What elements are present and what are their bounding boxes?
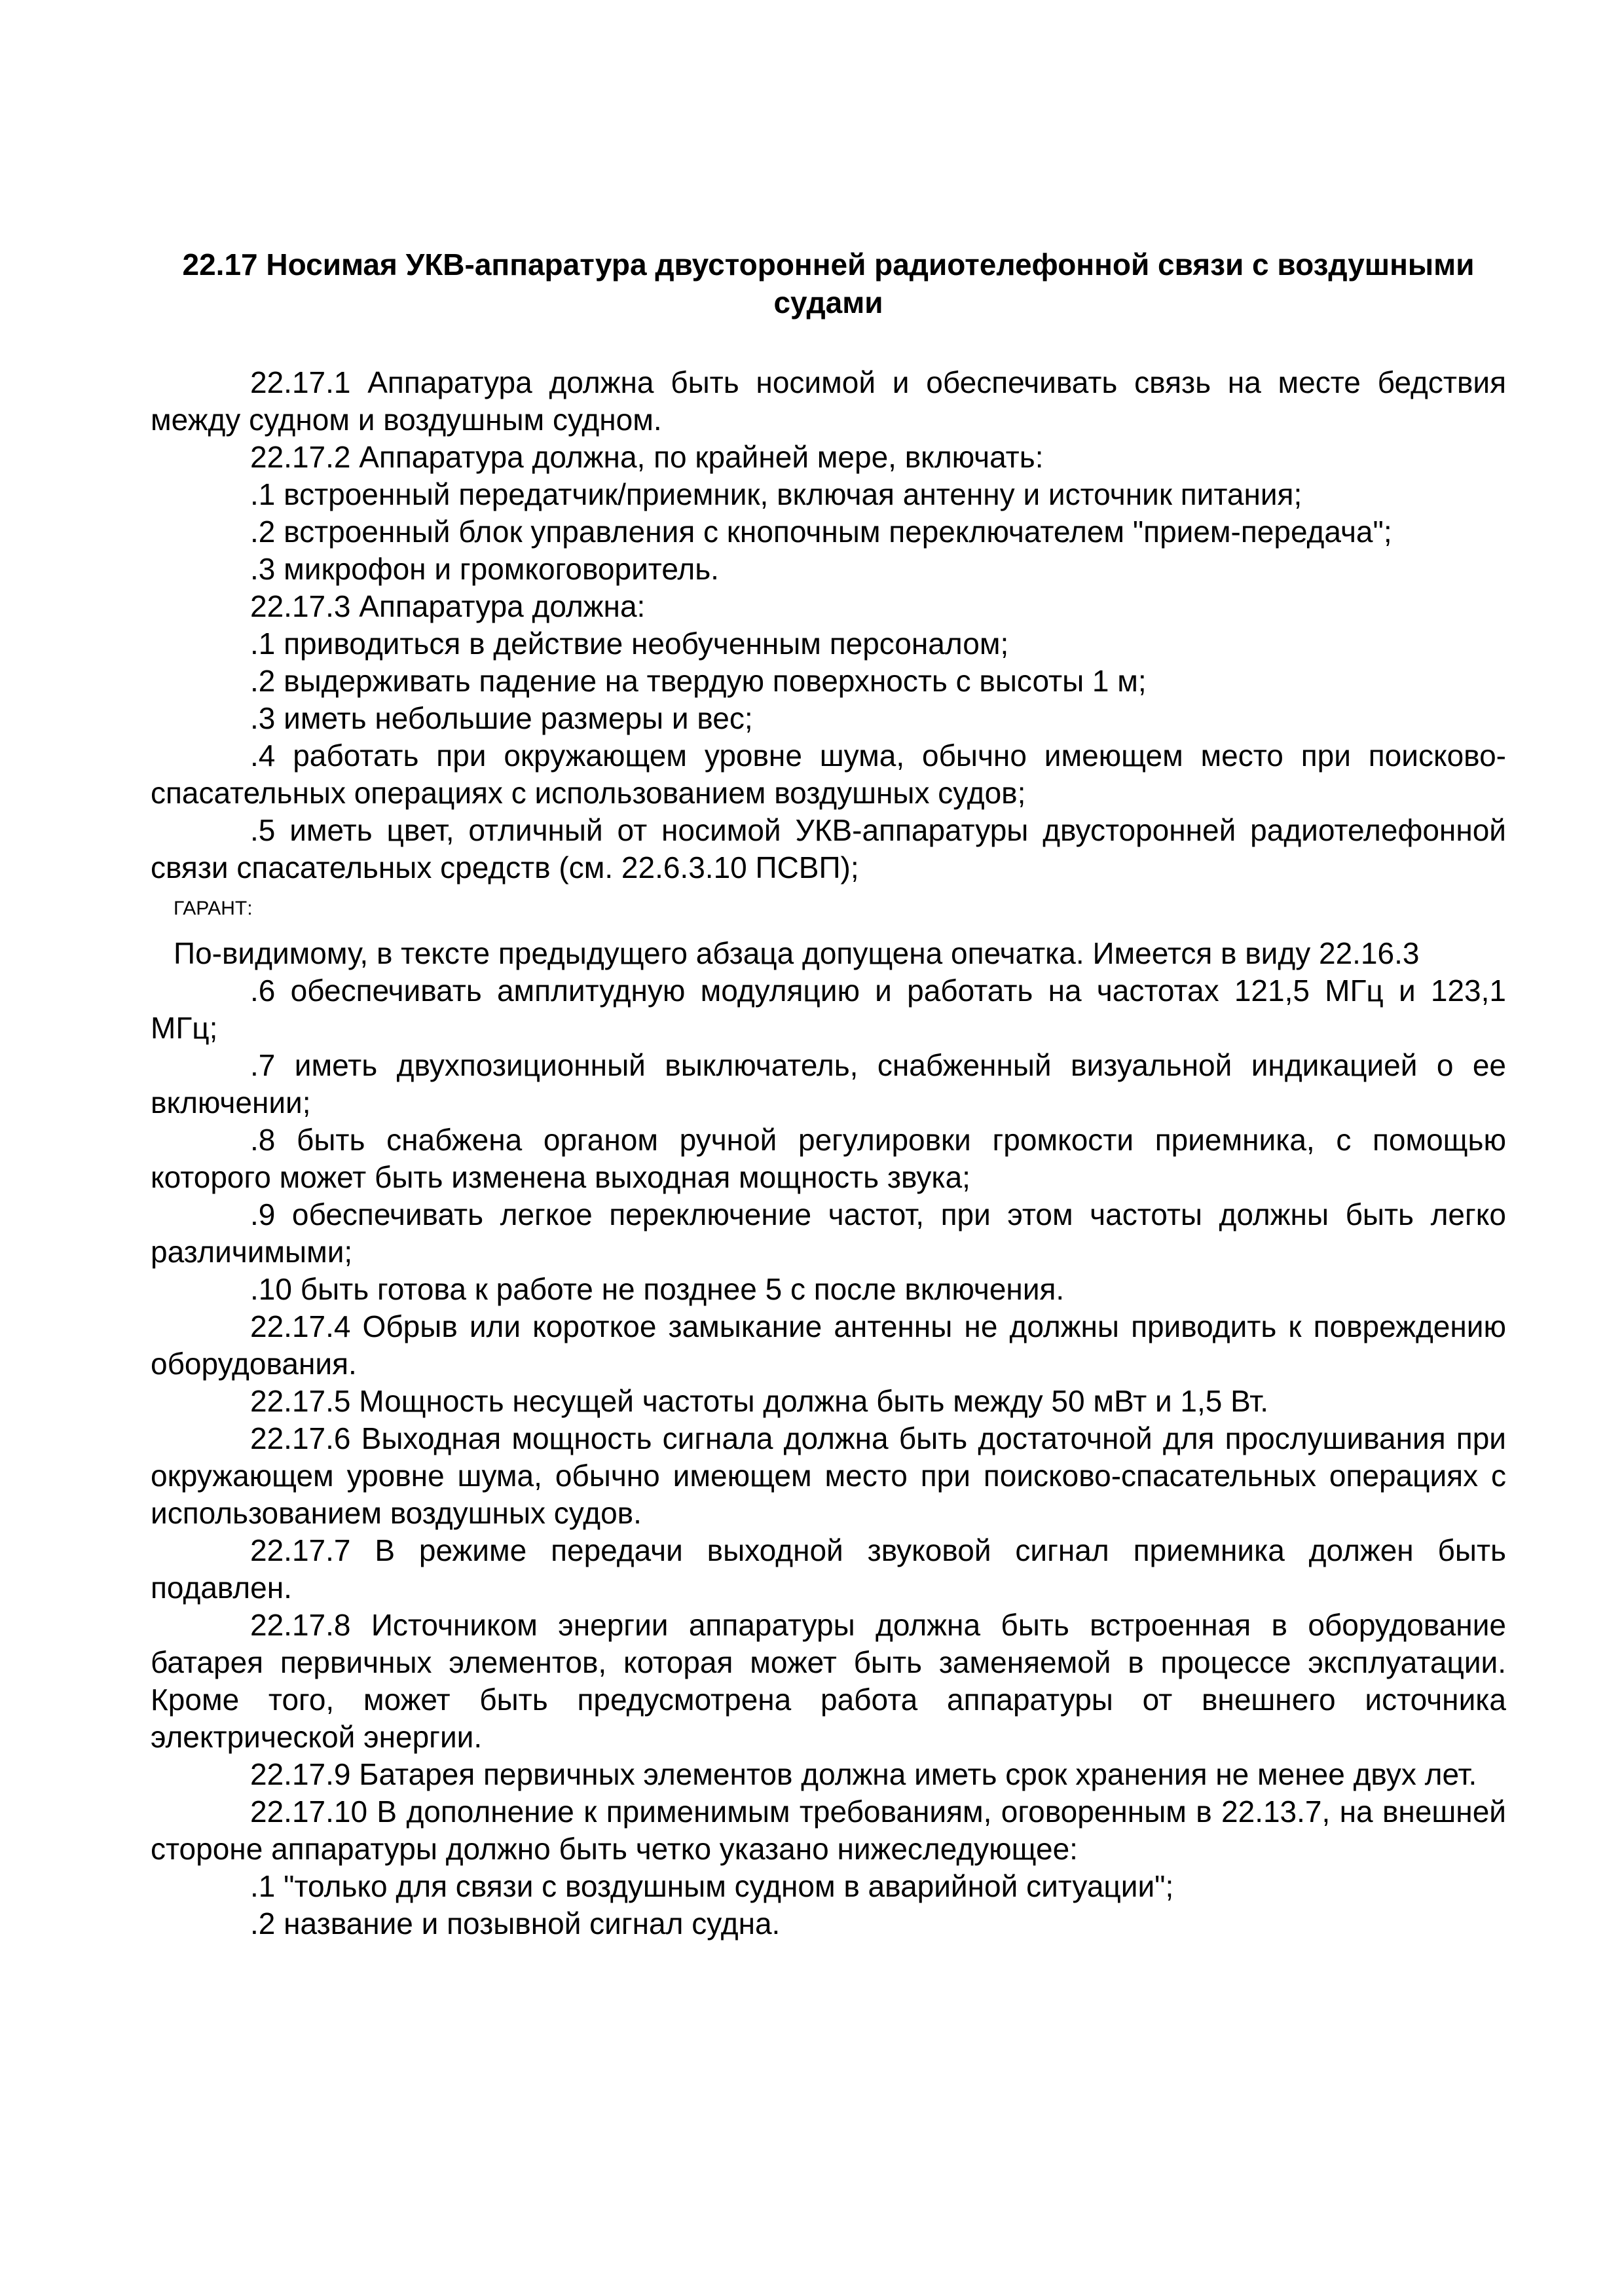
paragraph: 22.17.9 Батарея первичных элементов должна иметь срок хранения не менее двух лет. <box>250 1757 1477 1791</box>
list-item: .10 быть готова к работе не позднее 5 с после включения. <box>250 1272 1065 1306</box>
section-title: 22.17 Носимая УКВ-аппаратура двусторонней радиотелефонной связи с воздушными судами <box>182 247 1475 319</box>
list-item: .2 название и позывной сигнал судна. <box>250 1906 781 1941</box>
list-item: .4 работать при окружающем уровне шума, обычно имеющем место при поисково-спасательных операциях с использованием воздушных судов; <box>151 738 1506 810</box>
paragraph: 22.17.1 Аппаратура должна быть носимой и обеспечивать связь на месте бедствия между судном и воздушным судном. <box>151 365 1506 437</box>
list-item: .3 микрофон и громкоговоритель. <box>250 552 719 586</box>
paragraphs-before-note <box>151 364 1506 886</box>
list-item: .5 иметь цвет, отличный от носимой УКВ-аппаратуры двусторонней радиотелефонной связи спасательных средств (см. 22.6.3.10 ПСВП); <box>151 813 1506 884</box>
list-item: .2 встроенный блок управления с кнопочным переключателем "прием-передача"; <box>250 515 1392 549</box>
list-item: .2 выдерживать падение на твердую поверхность с высоты 1 м; <box>250 664 1147 698</box>
paragraphs-after-note <box>151 972 1506 1942</box>
list-item: .7 иметь двухпозиционный выключатель, снабженный визуальной индикацией о ее включении; <box>151 1048 1506 1120</box>
paragraph: 22.17.6 Выходная мощность сигнала должна быть достаточной для прослушивания при окружающем уровне шума, обычно имеющем место при поисково-спасательных операциях с использованием воздушных судов. <box>151 1421 1506 1530</box>
paragraph: 22.17.10 В дополнение к применимым требованиям, оговоренным в 22.13.7, на внешней стороне аппаратуры должно быть четко указано нижеследующее: <box>151 1795 1506 1866</box>
list-item: .1 "только для связи с воздушным судном в аварийной ситуации"; <box>250 1869 1174 1903</box>
document-page <box>151 246 1506 1942</box>
paragraph: 22.17.3 Аппаратура должна: <box>250 589 646 623</box>
paragraph: 22.17.5 Мощность несущей частоты должна быть между 50 мВт и 1,5 Вт. <box>250 1384 1269 1418</box>
paragraph: 22.17.2 Аппаратура должна, по крайней мере, включать: <box>250 440 1044 474</box>
garant-label: ГАРАНТ: <box>174 898 253 919</box>
paragraph: 22.17.4 Обрыв или короткое замыкание антенны не должны приводить к повреждению оборудования. <box>151 1309 1506 1381</box>
list-item: .3 иметь небольшие размеры и вес; <box>250 701 753 735</box>
list-item: .9 обеспечивать легкое переключение частот, при этом частоты должны быть легко различимыми; <box>151 1197 1506 1269</box>
list-item: .1 встроенный передатчик/приемник, включая антенну и источник питания; <box>250 477 1302 511</box>
list-item: .8 быть снабжена органом ручной регулировки громкости приемника, с помощью которого может быть изменена выходная мощность звука; <box>151 1123 1506 1194</box>
garant-comment <box>151 896 1506 972</box>
paragraph: 22.17.7 В режиме передачи выходной звуковой сигнал приемника должен быть подавлен. <box>151 1533 1506 1605</box>
paragraph: 22.17.8 Источником энергии аппаратуры должна быть встроенная в оборудование батарея первичных элементов, которая может быть заменяемой в процессе эксплуатации. Кроме того, может быть предусмотрена работа аппаратуры от внешнего источника электрической энергии. <box>151 1608 1506 1754</box>
list-item: .1 приводиться в действие необученным персоналом; <box>250 627 1009 661</box>
list-item: .6 обеспечивать амплитудную модуляцию и работать на частотах 121,5 МГц и 123,1 МГц; <box>151 974 1506 1045</box>
garant-note: По-видимому, в тексте предыдущего абзаца допущена опечатка. Имеется в виду 22.16.3 <box>174 936 1420 970</box>
